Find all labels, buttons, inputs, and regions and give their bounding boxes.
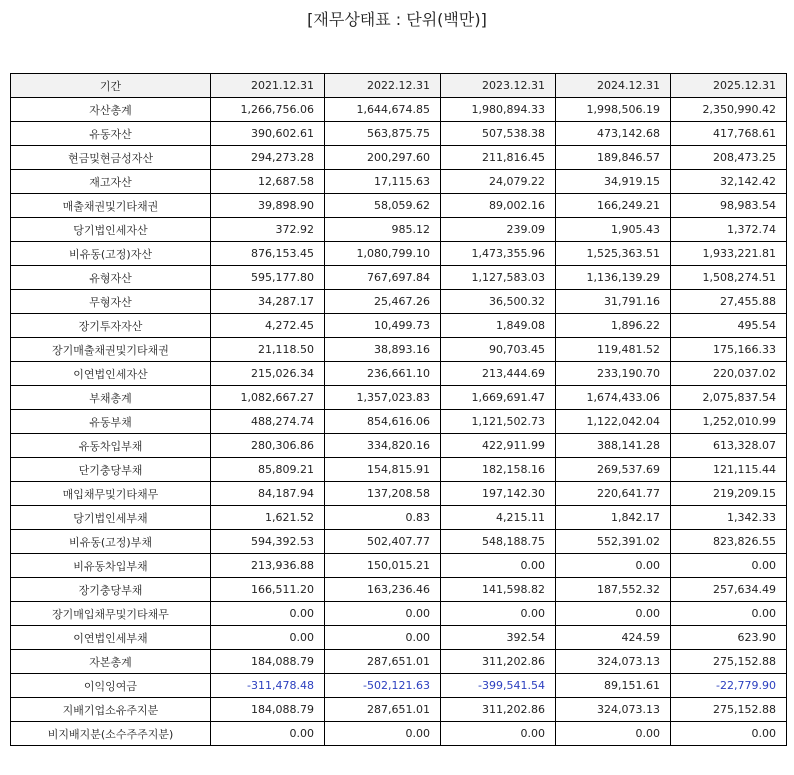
- value-cell: 89,002.16: [441, 194, 556, 218]
- value-cell: 1,266,756.06: [211, 98, 325, 122]
- header-period: 2021.12.31: [211, 74, 325, 98]
- row-label: 장기충당부채: [11, 578, 211, 602]
- value-cell: 1,372.74: [671, 218, 787, 242]
- value-cell: 1,933,221.81: [671, 242, 787, 266]
- value-cell: 1,842.17: [556, 506, 671, 530]
- value-cell: 563,875.75: [325, 122, 441, 146]
- value-cell: 220,037.02: [671, 362, 787, 386]
- table-body: [11, 98, 787, 746]
- row-label: 현금및현금성자산: [11, 146, 211, 170]
- row-label: 유동자산: [11, 122, 211, 146]
- value-cell: 0.00: [671, 554, 787, 578]
- table-row: [11, 650, 787, 674]
- value-cell: 257,634.49: [671, 578, 787, 602]
- row-label: 지배기업소유주지분: [11, 698, 211, 722]
- value-cell: 119,481.52: [556, 338, 671, 362]
- row-label: 이연법인세자산: [11, 362, 211, 386]
- table-row: [11, 722, 787, 746]
- value-cell: 10,499.73: [325, 314, 441, 338]
- row-label: 단기충당부채: [11, 458, 211, 482]
- value-cell: 0.00: [556, 554, 671, 578]
- row-label: 비지배지분(소수주주지분): [11, 722, 211, 746]
- page-title: [재무상태표 : 단위(백만)]: [307, 10, 487, 29]
- value-cell: 208,473.25: [671, 146, 787, 170]
- table-row: [11, 578, 787, 602]
- value-cell: 1,342.33: [671, 506, 787, 530]
- value-cell: 211,816.45: [441, 146, 556, 170]
- header-period: 2022.12.31: [325, 74, 441, 98]
- value-cell: 269,537.69: [556, 458, 671, 482]
- table-row: [11, 290, 787, 314]
- value-cell: 1,525,363.51: [556, 242, 671, 266]
- value-cell: 311,202.86: [441, 650, 556, 674]
- value-cell: 0.00: [325, 626, 441, 650]
- value-cell: 0.00: [211, 602, 325, 626]
- value-cell: 137,208.58: [325, 482, 441, 506]
- value-cell: 1,127,583.03: [441, 266, 556, 290]
- table-row: [11, 482, 787, 506]
- value-cell: 424.59: [556, 626, 671, 650]
- value-cell: 1,896.22: [556, 314, 671, 338]
- value-cell: 90,703.45: [441, 338, 556, 362]
- row-label: 유형자산: [11, 266, 211, 290]
- row-label: 유동차입부채: [11, 434, 211, 458]
- value-cell: 0.00: [325, 722, 441, 746]
- table-row: [11, 338, 787, 362]
- value-cell: 473,142.68: [556, 122, 671, 146]
- value-cell: 1,674,433.06: [556, 386, 671, 410]
- value-cell: 25,467.26: [325, 290, 441, 314]
- value-cell: 1,849.08: [441, 314, 556, 338]
- header-row: [11, 74, 787, 98]
- table-row: [11, 554, 787, 578]
- value-cell: 1,080,799.10: [325, 242, 441, 266]
- value-cell: 1,122,042.04: [556, 410, 671, 434]
- value-cell: 417,768.61: [671, 122, 787, 146]
- value-cell: 0.00: [441, 722, 556, 746]
- value-cell: 1,980,894.33: [441, 98, 556, 122]
- value-cell: 594,392.53: [211, 530, 325, 554]
- table-row: [11, 122, 787, 146]
- value-cell: 0.00: [441, 554, 556, 578]
- table-row: [11, 410, 787, 434]
- value-cell: 215,026.34: [211, 362, 325, 386]
- value-cell: 1,644,674.85: [325, 98, 441, 122]
- value-cell: 27,455.88: [671, 290, 787, 314]
- table-row: [11, 626, 787, 650]
- value-cell: 150,015.21: [325, 554, 441, 578]
- table-row: [11, 170, 787, 194]
- value-cell: 287,651.01: [325, 650, 441, 674]
- value-cell: 0.00: [325, 602, 441, 626]
- row-label: 자산총계: [11, 98, 211, 122]
- value-cell: 32,142.42: [671, 170, 787, 194]
- value-cell: 2,075,837.54: [671, 386, 787, 410]
- value-cell: -399,541.54: [441, 674, 556, 698]
- row-label: 이연법인세부채: [11, 626, 211, 650]
- value-cell: 121,115.44: [671, 458, 787, 482]
- table-row: [11, 314, 787, 338]
- table-row: [11, 266, 787, 290]
- value-cell: 24,079.22: [441, 170, 556, 194]
- value-cell: 182,158.16: [441, 458, 556, 482]
- value-cell: 495.54: [671, 314, 787, 338]
- row-label: 유동부채: [11, 410, 211, 434]
- value-cell: 1,473,355.96: [441, 242, 556, 266]
- value-cell: 548,188.75: [441, 530, 556, 554]
- value-cell: 31,791.16: [556, 290, 671, 314]
- value-cell: 767,697.84: [325, 266, 441, 290]
- value-cell: 85,809.21: [211, 458, 325, 482]
- value-cell: 154,815.91: [325, 458, 441, 482]
- value-cell: 163,236.46: [325, 578, 441, 602]
- table-row: [11, 458, 787, 482]
- value-cell: -502,121.63: [325, 674, 441, 698]
- header-period: 2023.12.31: [441, 74, 556, 98]
- value-cell: 34,287.17: [211, 290, 325, 314]
- value-cell: 89,151.61: [556, 674, 671, 698]
- value-cell: 4,215.11: [441, 506, 556, 530]
- value-cell: 2,350,990.42: [671, 98, 787, 122]
- value-cell: 876,153.45: [211, 242, 325, 266]
- row-label: 장기매입채무및기타채무: [11, 602, 211, 626]
- value-cell: 507,538.38: [441, 122, 556, 146]
- value-cell: 0.00: [556, 722, 671, 746]
- value-cell: 36,500.32: [441, 290, 556, 314]
- value-cell: 613,328.07: [671, 434, 787, 458]
- table-row: [11, 218, 787, 242]
- value-cell: 0.00: [671, 722, 787, 746]
- row-label: 무형자산: [11, 290, 211, 314]
- table-row: [11, 506, 787, 530]
- row-label: 비유동(고정)자산: [11, 242, 211, 266]
- value-cell: 1,357,023.83: [325, 386, 441, 410]
- value-cell: 1,998,506.19: [556, 98, 671, 122]
- value-cell: 502,407.77: [325, 530, 441, 554]
- value-cell: 275,152.88: [671, 650, 787, 674]
- value-cell: 280,306.86: [211, 434, 325, 458]
- value-cell: 98,983.54: [671, 194, 787, 218]
- value-cell: 38,893.16: [325, 338, 441, 362]
- table-row: [11, 362, 787, 386]
- row-label: 부채총계: [11, 386, 211, 410]
- value-cell: 294,273.28: [211, 146, 325, 170]
- value-cell: 0.00: [441, 602, 556, 626]
- value-cell: 275,152.88: [671, 698, 787, 722]
- value-cell: 0.00: [211, 626, 325, 650]
- header-period-label: 기간: [11, 74, 211, 98]
- row-label: 당기법인세부채: [11, 506, 211, 530]
- value-cell: 1,508,274.51: [671, 266, 787, 290]
- table-row: [11, 194, 787, 218]
- value-cell: 324,073.13: [556, 650, 671, 674]
- value-cell: 0.00: [556, 602, 671, 626]
- value-cell: 985.12: [325, 218, 441, 242]
- value-cell: 372.92: [211, 218, 325, 242]
- value-cell: 175,166.33: [671, 338, 787, 362]
- table-header: [11, 74, 787, 98]
- value-cell: 287,651.01: [325, 698, 441, 722]
- value-cell: 17,115.63: [325, 170, 441, 194]
- value-cell: 213,444.69: [441, 362, 556, 386]
- table-row: [11, 602, 787, 626]
- value-cell: 184,088.79: [211, 650, 325, 674]
- value-cell: 236,661.10: [325, 362, 441, 386]
- value-cell: 1,905.43: [556, 218, 671, 242]
- value-cell: 197,142.30: [441, 482, 556, 506]
- table-row: [11, 386, 787, 410]
- row-label: 이익잉여금: [11, 674, 211, 698]
- row-label: 장기매출채권및기타채권: [11, 338, 211, 362]
- row-label: 장기투자자산: [11, 314, 211, 338]
- value-cell: 12,687.58: [211, 170, 325, 194]
- value-cell: 1,136,139.29: [556, 266, 671, 290]
- value-cell: 623.90: [671, 626, 787, 650]
- value-cell: 21,118.50: [211, 338, 325, 362]
- value-cell: 233,190.70: [556, 362, 671, 386]
- table-row: [11, 242, 787, 266]
- value-cell: 595,177.80: [211, 266, 325, 290]
- row-label: 비유동차입부채: [11, 554, 211, 578]
- value-cell: 422,911.99: [441, 434, 556, 458]
- value-cell: 220,641.77: [556, 482, 671, 506]
- value-cell: 552,391.02: [556, 530, 671, 554]
- value-cell: 311,202.86: [441, 698, 556, 722]
- value-cell: 200,297.60: [325, 146, 441, 170]
- value-cell: 1,082,667.27: [211, 386, 325, 410]
- value-cell: 239.09: [441, 218, 556, 242]
- value-cell: 187,552.32: [556, 578, 671, 602]
- row-label: 당기법인세자산: [11, 218, 211, 242]
- value-cell: 141,598.82: [441, 578, 556, 602]
- value-cell: 1,621.52: [211, 506, 325, 530]
- row-label: 매출채권및기타채권: [11, 194, 211, 218]
- header-period: 2025.12.31: [671, 74, 787, 98]
- value-cell: 392.54: [441, 626, 556, 650]
- row-label: 매입채무및기타채무: [11, 482, 211, 506]
- value-cell: 488,274.74: [211, 410, 325, 434]
- value-cell: 166,249.21: [556, 194, 671, 218]
- value-cell: 58,059.62: [325, 194, 441, 218]
- table-row: [11, 698, 787, 722]
- value-cell: 166,511.20: [211, 578, 325, 602]
- value-cell: 324,073.13: [556, 698, 671, 722]
- value-cell: 334,820.16: [325, 434, 441, 458]
- row-label: 비유동(고정)부채: [11, 530, 211, 554]
- value-cell: 0.00: [671, 602, 787, 626]
- value-cell: 219,209.15: [671, 482, 787, 506]
- header-period: 2024.12.31: [556, 74, 671, 98]
- table-row: [11, 98, 787, 122]
- value-cell: 0.00: [211, 722, 325, 746]
- value-cell: 84,187.94: [211, 482, 325, 506]
- table-row: [11, 146, 787, 170]
- value-cell: -311,478.48: [211, 674, 325, 698]
- value-cell: 1,669,691.47: [441, 386, 556, 410]
- value-cell: 1,121,502.73: [441, 410, 556, 434]
- value-cell: 854,616.06: [325, 410, 441, 434]
- value-cell: 34,919.15: [556, 170, 671, 194]
- value-cell: 0.83: [325, 506, 441, 530]
- value-cell: 4,272.45: [211, 314, 325, 338]
- table-row: [11, 434, 787, 458]
- value-cell: 39,898.90: [211, 194, 325, 218]
- value-cell: 1,252,010.99: [671, 410, 787, 434]
- row-label: 재고자산: [11, 170, 211, 194]
- value-cell: 184,088.79: [211, 698, 325, 722]
- value-cell: 189,846.57: [556, 146, 671, 170]
- balance-sheet-table: [10, 73, 787, 746]
- value-cell: 388,141.28: [556, 434, 671, 458]
- table-row: [11, 674, 787, 698]
- table-row: [11, 530, 787, 554]
- value-cell: 390,602.61: [211, 122, 325, 146]
- value-cell: -22,779.90: [671, 674, 787, 698]
- value-cell: 823,826.55: [671, 530, 787, 554]
- row-label: 자본총계: [11, 650, 211, 674]
- value-cell: 213,936.88: [211, 554, 325, 578]
